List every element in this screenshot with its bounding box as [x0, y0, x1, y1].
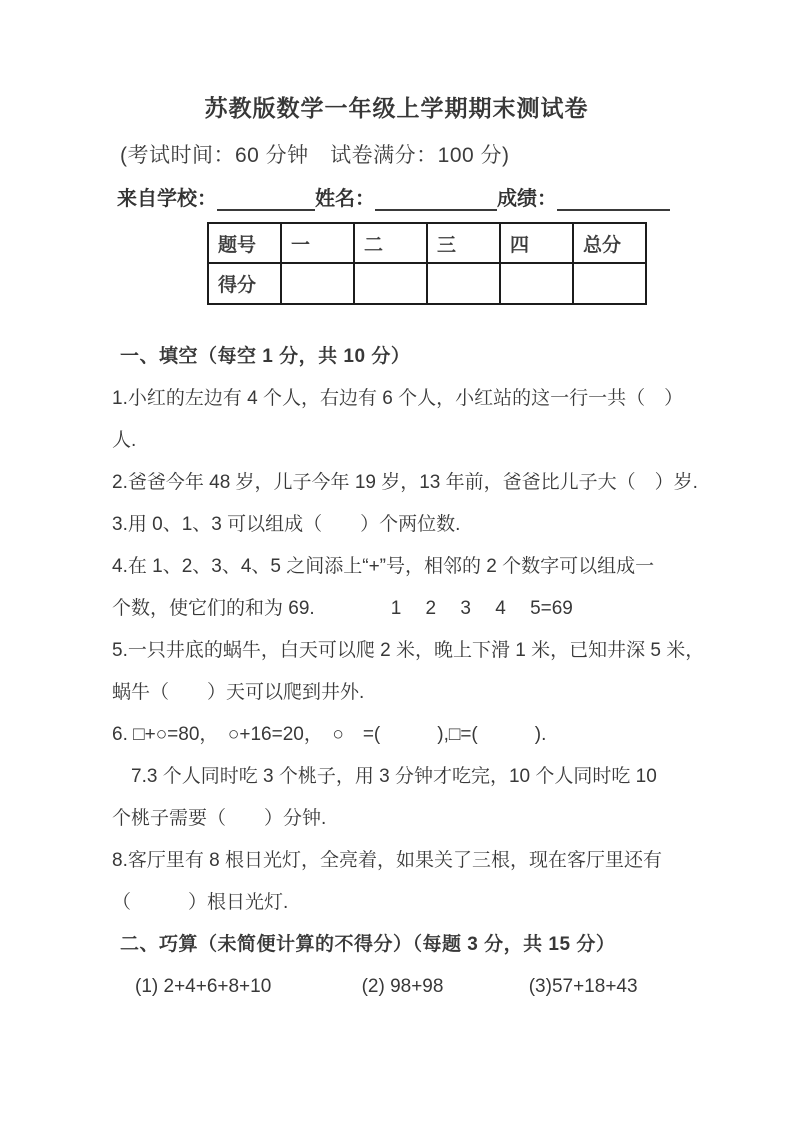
- score-cell-part2: [354, 263, 427, 304]
- question-2: [112, 462, 723, 504]
- exam-info-line: (考试时间：60 分钟 试卷满分：100 分): [120, 144, 510, 167]
- question-line: （ ）根日光灯.: [112, 892, 289, 913]
- question-line: 5.一只井底的蜗牛，白天可以爬 2 米，晚上下滑 1 米，已知井深 5 米，: [112, 640, 705, 661]
- question-7: [112, 756, 723, 840]
- question-line: 7.3 个人同时吃 3 个桃子，用 3 分钟才吃完，10 个人同时吃 10: [112, 766, 657, 787]
- name-blank: [375, 187, 497, 211]
- problem-1: (1) 2+4+6+8+10: [135, 976, 272, 997]
- question-line: 2.爸爸今年 48 岁，儿子今年 19 岁，13 年前，爸爸比儿子大（ ）岁.: [112, 472, 698, 493]
- score-cell-part1: [281, 263, 354, 304]
- score-table-score-row: [208, 263, 646, 304]
- score-cell-total: [573, 263, 646, 304]
- name-label: 姓名：: [315, 188, 375, 210]
- section-two-problems: [112, 966, 723, 1008]
- section-one-heading: 一、填空（每空 1 分，共 10 分）: [120, 346, 411, 367]
- score-table-header-row: [208, 223, 646, 263]
- question-8: [112, 840, 723, 924]
- question-line: 蜗牛（ ）天可以爬到井外.: [112, 682, 365, 703]
- problem-2: (2) 98+98: [361, 976, 444, 997]
- question-line: 个桃子需要（ ）分钟.: [112, 808, 327, 829]
- score-table-cell-part2: 二: [354, 223, 427, 263]
- score-table: [207, 222, 647, 305]
- question-line: 4.在 1、2、3、4、5 之间添上“+”号，相邻的 2 个数字可以组成一: [112, 556, 655, 577]
- question-4: [112, 546, 723, 630]
- score-table-cell-part1: 一: [281, 223, 354, 263]
- question-line: 1.小红的左边有 4 个人，右边有 6 个人，小红站的这一行一共（ ）: [112, 388, 684, 409]
- question-3: [112, 504, 723, 546]
- score-table-cell-part4: 四: [500, 223, 573, 263]
- score-table-cell-question-label: 题号: [208, 223, 281, 263]
- question-line: 人.: [112, 430, 137, 451]
- score-table-cell-total-label: 总分: [573, 223, 646, 263]
- result-blank: [557, 187, 670, 211]
- result-label: 成绩：: [497, 188, 557, 210]
- score-cell-part4: [500, 263, 573, 304]
- question-1: [112, 378, 723, 462]
- question-line: 6. □+○=80， ○+16=20， ○ =( ),□=( ).: [112, 724, 547, 745]
- question-line: 个数，使它们的和为 69. 1 2 3 4 5=69: [112, 598, 573, 619]
- problem-3: (3)57+18+43: [528, 976, 638, 997]
- question-line: 3.用 0、1、3 可以组成（ ）个两位数.: [112, 514, 461, 535]
- paper-body: [0, 336, 793, 1008]
- question-5: [112, 630, 723, 714]
- score-table-cell-part3: 三: [427, 223, 500, 263]
- school-label: 来自学校：: [117, 188, 217, 210]
- page-title: 苏教版数学一年级上学期期末测试卷: [204, 95, 589, 121]
- score-cell-part3: [427, 263, 500, 304]
- score-table-score-label: 得分: [208, 263, 281, 304]
- student-info-row: [117, 182, 793, 211]
- question-line: 8.客厅里有 8 根日光灯，全亮着，如果关了三根，现在客厅里还有: [112, 850, 662, 871]
- school-blank: [217, 187, 315, 211]
- section-two-heading: 二、巧算（未简便计算的不得分）（每题 3 分，共 15 分）: [120, 934, 616, 955]
- question-6: [112, 714, 723, 756]
